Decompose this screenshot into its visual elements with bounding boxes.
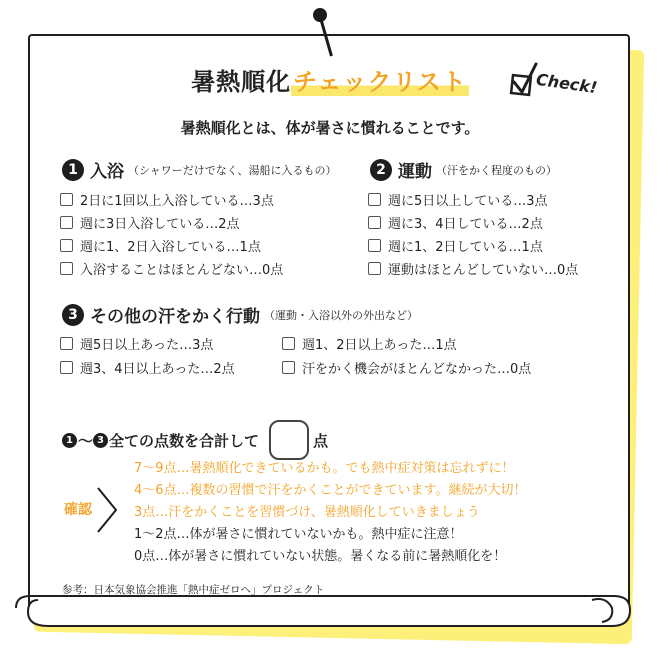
item-label: 週1、2日以上あった…1点 [302, 338, 457, 353]
number-3-icon: 3 [93, 433, 108, 448]
chevron-right-icon [96, 486, 118, 534]
item-label: 入浴することはほとんどない…0点 [80, 263, 284, 278]
section-exercise-header [370, 157, 557, 182]
checklist-item[interactable] [60, 334, 213, 353]
item-label: 週に5日以上している…3点 [388, 194, 548, 209]
total-score-line [62, 420, 328, 460]
item-label: 週5日以上あった…3点 [80, 338, 214, 353]
checklist-item[interactable] [60, 358, 235, 377]
section-bathing-header [62, 157, 337, 182]
total-unit: 点 [313, 431, 329, 450]
checklist-item[interactable] [368, 236, 543, 255]
result-4-6: 4〜6点…複数の習慣で汗をかくことができています。継続が大切！ [134, 483, 527, 498]
section-note: （シャワーだけでなく、湯船に入るもの） [128, 163, 337, 177]
total-instruction: 全ての点数を合計して [109, 431, 260, 450]
checkbox[interactable] [368, 193, 381, 206]
checklist-item[interactable] [368, 213, 543, 232]
result-3: 3点…汗をかくことを習慣づけ、暑熱順化していきましょう [134, 505, 480, 520]
section-title: 入浴 [90, 162, 124, 182]
section-title: その他の汗をかく行動 [90, 307, 260, 327]
checkbox[interactable] [368, 239, 381, 252]
range-dash: 〜 [78, 431, 94, 450]
checklist-item[interactable] [60, 259, 283, 278]
item-label: 週に1、2日している…1点 [388, 240, 543, 255]
checkbox[interactable] [60, 239, 73, 252]
section-note: （汗をかく程度のもの） [436, 163, 557, 177]
section-title: 運動 [398, 162, 432, 182]
item-label: 2日に1回以上入浴している…3点 [80, 194, 274, 209]
check-label: Check! [534, 69, 599, 98]
checkbox[interactable] [60, 361, 73, 374]
number-2-icon: 2 [370, 159, 392, 181]
checklist-item[interactable] [368, 190, 548, 209]
checkbox[interactable] [368, 216, 381, 229]
checklist-item[interactable] [282, 358, 531, 377]
title-main: 暑熱順化 [191, 68, 292, 96]
subtitle: 暑熱順化とは、体が暑さに慣れることです。 [180, 119, 480, 137]
checkbox[interactable] [60, 337, 73, 350]
result-1-2: 1〜2点…体が暑さに慣れていないかも。熱中症に注意！ [134, 527, 463, 542]
item-label: 週3、4日以上あった…2点 [80, 362, 235, 377]
item-label: 汗をかく機会がほとんどなかった…0点 [302, 362, 532, 377]
item-label: 週に3、4日している…2点 [388, 217, 543, 232]
section-note: （運動・入浴以外の外出など） [264, 308, 418, 322]
checklist-item[interactable] [282, 334, 457, 353]
checkbox[interactable] [282, 361, 295, 374]
checklist-item[interactable] [60, 190, 274, 209]
number-1-icon: 1 [62, 159, 84, 181]
total-score-input[interactable] [269, 420, 309, 460]
title-highlight: チェックリスト [293, 68, 467, 96]
result-7-9: 7〜9点…暑熱順化できているかも。でも熱中症対策は忘れずに！ [134, 461, 515, 476]
checklist-item[interactable] [368, 259, 578, 278]
result-0: 0点…体が暑さに慣れていない状態。暑くなる前に暑熱順化を！ [134, 549, 507, 564]
item-label: 週に3日入浴している…2点 [80, 217, 240, 232]
reference-note: 参考：日本気象協会推進「熱中症ゼロへ」プロジェクト [62, 584, 325, 596]
item-label: 運動はほとんどしていない…0点 [388, 263, 579, 278]
confirm-label: 確認 [64, 502, 92, 518]
checkbox[interactable] [60, 216, 73, 229]
checkbox[interactable] [60, 193, 73, 206]
number-3-icon: 3 [62, 304, 84, 326]
checklist-item[interactable] [60, 236, 261, 255]
item-label: 週に1、2日入浴している…1点 [80, 240, 261, 255]
number-1-icon: 1 [62, 433, 77, 448]
checkbox[interactable] [282, 337, 295, 350]
section-other-header [62, 302, 418, 327]
checkbox[interactable] [60, 262, 73, 275]
checklist-item[interactable] [60, 213, 240, 232]
checkbox[interactable] [368, 262, 381, 275]
